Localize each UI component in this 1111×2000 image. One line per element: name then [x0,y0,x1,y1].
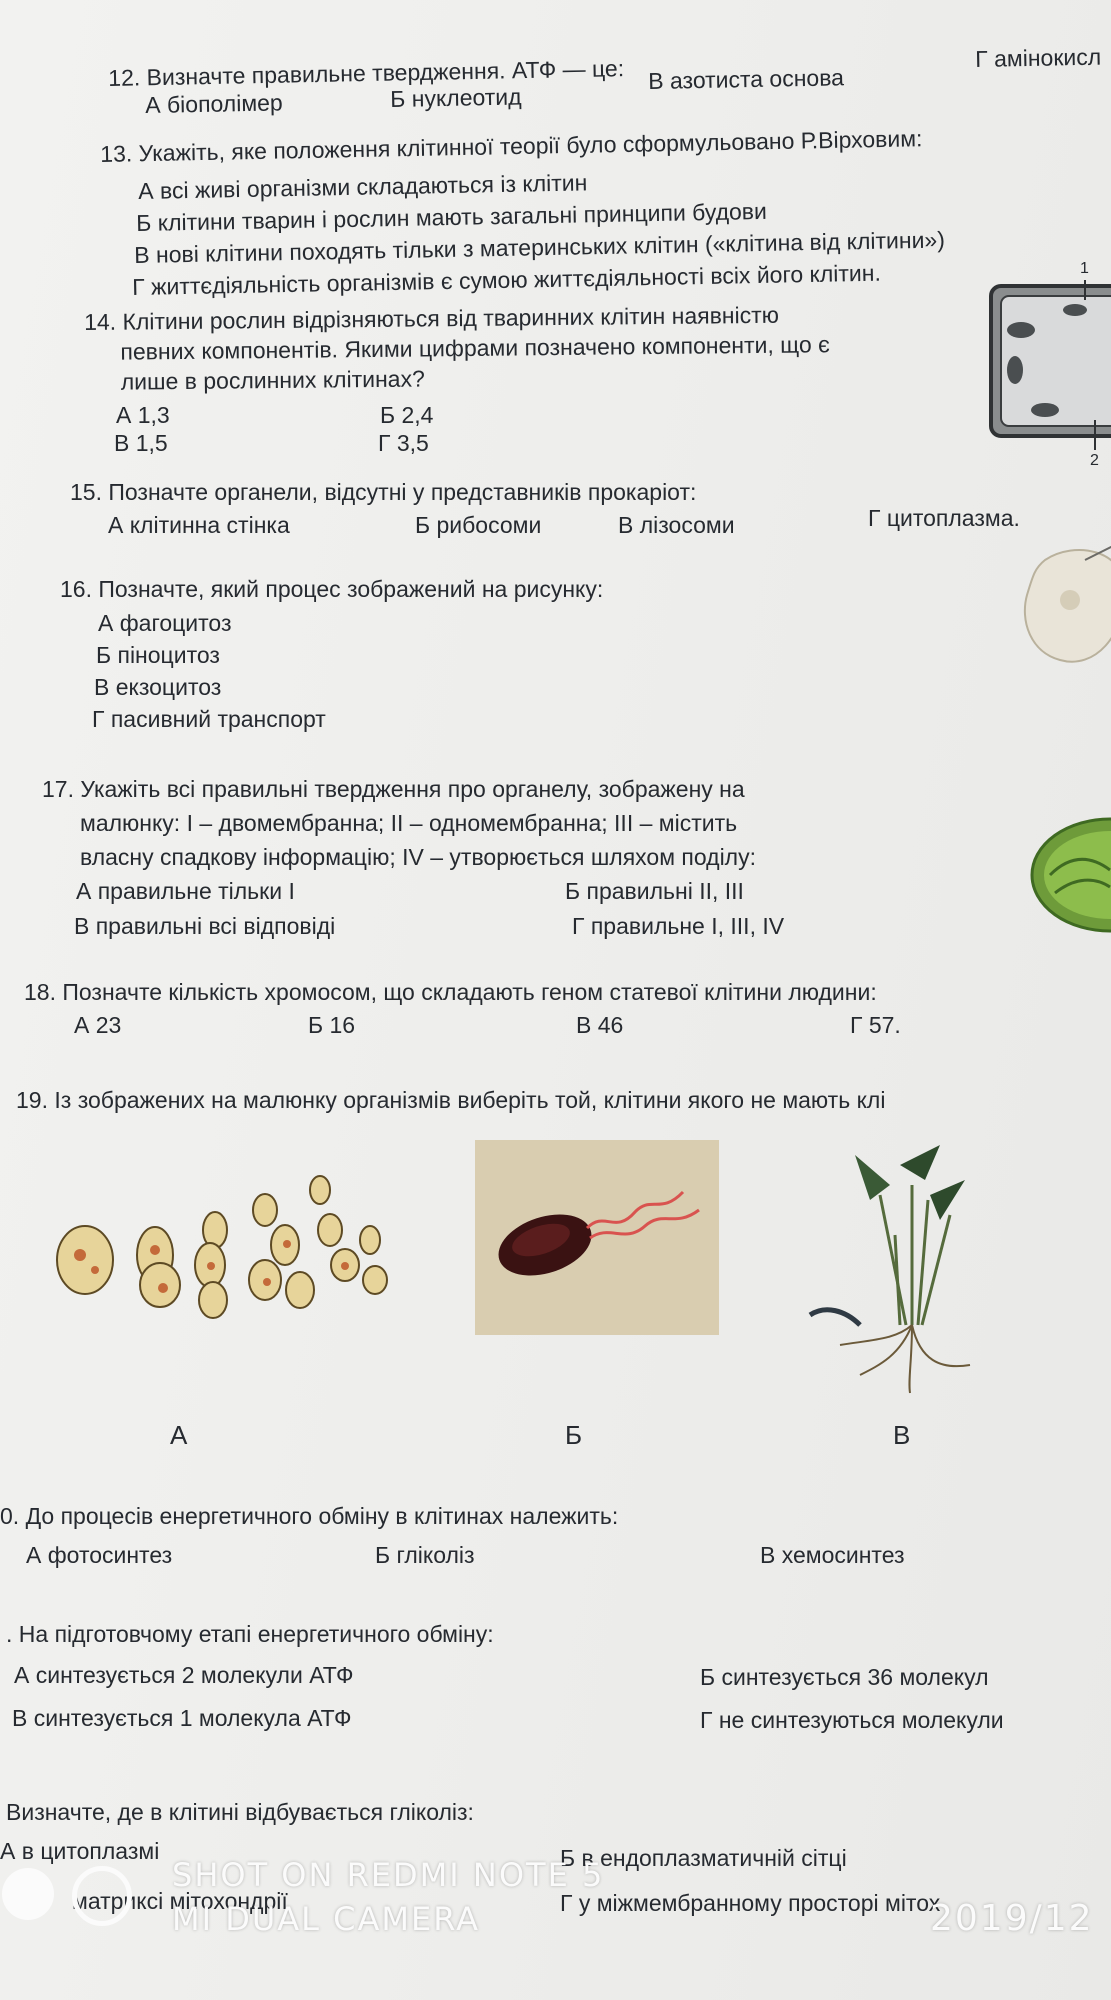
question-15-title: 15. Позначте органели, відсутні у представників прокаріот: [70,479,697,505]
q21-option-v: В синтезується 1 молекула АТФ [12,1705,352,1731]
watermark-line-1: SHOT ON REDMI NOTE 5 [172,1856,605,1894]
q13-option-g: Г життєдіяльність організмів є сумою життєдіяльності всіх його клітин. [132,259,882,300]
q18-option-g: Г 57. [850,1012,901,1038]
figure-label-2: 2 [1090,452,1099,469]
question-18 [24,978,877,1008]
q12-option-b: Б нуклеотид [390,83,522,112]
q15-option-v: В лізосоми [618,512,735,538]
q22-option-b: Б в ендоплазматичній сітці [560,1845,847,1871]
watermark-line-2: MI DUAL CAMERA [172,1900,481,1938]
question-17-line-1: 17. Укажіть всі правильні твердження про органелу, зображену на [42,776,745,802]
q15-option-a: А клітинна стінка [108,512,290,538]
q21-option-a: А синтезується 2 молекули АТФ [14,1662,354,1688]
question-20 [0,1502,618,1532]
q20-option-b: Б гліколіз [375,1542,475,1568]
q16-option-v: В екзоцитоз [94,674,222,700]
question-22-title: Визначте, де в клітині відбувається гліколіз: [6,1799,474,1825]
figure-label-b: Б [565,1420,583,1450]
q16-option-g: Г пасивний транспорт [92,706,326,732]
q18-option-a: А 23 [74,1012,122,1038]
figure-label-1: 1 [1080,260,1089,277]
question-14-line-1: 14. Клітини рослин відрізняються від тваринних клітин наявністю [84,301,780,335]
figure-label-a: А [170,1420,188,1450]
figure-label-v: В [893,1420,911,1450]
q15-option-g: Г цитоплазма. [868,505,1020,531]
q17-option-g: Г правильне І, ІІІ, IV [572,913,785,939]
question-17-line-3: власну спадкову інформацію; IV – утворюється шляхом поділу: [80,844,756,870]
question-18-title: 18. Позначте кількість хромосом, що складають геном статевої клітини людини: [24,979,877,1005]
question-16-title: 16. Позначте, який процес зображений на рисунку: [60,576,604,602]
q13-option-b: Б клітини тварин і рослин мають загальні принципи будови [136,197,768,236]
question-16 [60,575,603,605]
question-17-line-2: малюнку: І – двомембранна; ІІ – одномембранна; ІІІ – містить [80,810,738,836]
yeast-cells-figure [55,1170,395,1325]
q15-option-b: Б рибосоми [415,512,542,538]
q14-option-g: Г 3,5 [378,430,429,456]
q16-option-a: А фагоцитоз [98,610,232,636]
watermark-dot-icon [2,1868,54,1920]
question-12 [108,54,624,94]
watermark-ring-icon [72,1866,132,1926]
q21-option-g: Г не синтезуються молекули [700,1707,1004,1733]
cell-process-figure [1015,540,1111,680]
plant-cell-figure [985,260,1111,470]
aquatic-plant-figure [800,1125,1010,1395]
q17-option-b: Б правильні ІІ, ІІІ [565,878,744,904]
q17-option-a: А правильне тільки І [76,878,295,904]
bacterium-figure [475,1140,719,1335]
q12-option-v: В азотиста основа [648,64,845,94]
question-13-title: 13. Укажіть, яке положення клітинної теорії було сформульовано Р.Вірховим: [100,125,923,167]
chloroplast-figure [1030,815,1111,935]
watermark-date: 2019/12 [930,1898,1094,1939]
q20-option-a: А фотосинтез [26,1542,173,1568]
q17-option-v: В правильні всі відповіді [74,913,336,939]
q13-option-a: А всі живі організми складаються із клітин [138,169,588,204]
question-22 [6,1798,474,1828]
q12-option-a: А біополімер [145,89,283,118]
question-21-title: . На підготовчому етапі енергетичного обміну: [6,1621,494,1647]
q20-option-v: В хемосинтез [760,1542,905,1568]
q13-option-v: В нові клітини походять тільки з материнських клітин («клітина від клітини») [134,226,946,268]
q12-option-g: Г амінокисл [975,43,1102,72]
q21-option-b: Б синтезується 36 молекул [700,1664,989,1690]
q18-option-b: Б 16 [308,1012,356,1038]
q16-option-b: Б піноцитоз [96,642,220,668]
q22-option-a: А в цитоплазмі [0,1838,160,1864]
q14-option-b: Б 2,4 [380,402,434,428]
question-14-line-2: певних компонентів. Якими цифрами позначено компоненти, що є [120,331,830,365]
q14-option-v: В 1,5 [114,430,168,456]
question-12-title: 12. Визначте правильне твердження. АТФ — це: [108,55,625,91]
question-15 [70,478,696,508]
q22-option-v: матриксі мітохондрії [72,1888,288,1914]
q22-option-g: Г у міжмембранному просторі мітох [560,1890,941,1916]
question-13 [100,124,923,170]
question-14 [84,300,830,397]
question-19-title: 19. Із зображених на малюнку організмів виберіть той, клітини якого не мають клі [16,1087,886,1113]
question-19 [16,1086,885,1116]
q18-option-v: В 46 [576,1012,624,1038]
question-21 [6,1620,494,1650]
question-17 [42,772,756,874]
question-20-title: 0. До процесів енергетичного обміну в клітинах належить: [0,1503,619,1529]
q14-option-a: А 1,3 [116,402,170,428]
question-14-line-3: лише в рослинних клітинах? [120,365,425,395]
